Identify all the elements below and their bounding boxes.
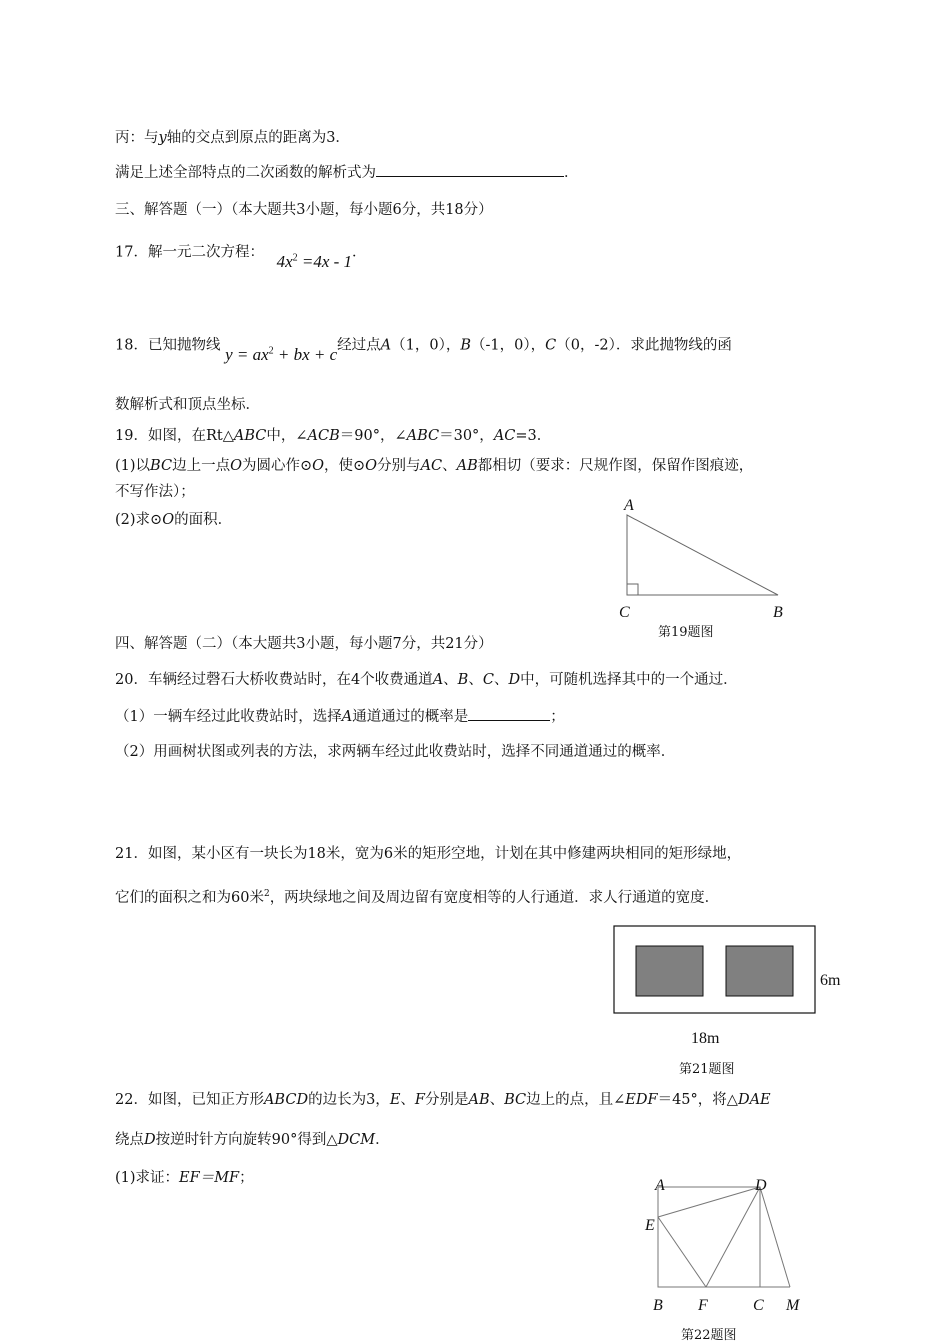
figure-22-caption: 第22题图 [681, 1328, 737, 1343]
vertex-A-label: A [624, 497, 634, 514]
question-18-cont: 数解析式和顶点坐标． [115, 397, 260, 413]
question-22-part-1: (1)求证：EF＝MF； [115, 1170, 254, 1186]
condition-bing: 丙：与y轴的交点到原点的距离为3． [115, 130, 350, 146]
width-label: 18m [691, 1030, 720, 1047]
equation-18: $y = ax^2$ + bx + c [225, 344, 338, 364]
vertex-F-label: F [698, 1297, 708, 1314]
question-20-part-2: （2）用画树状图或列表的方法，求两辆车经过此收费站时，选择不同通道通过的概率． [115, 744, 676, 760]
question-18: 18．已知抛物线 $y = ax^2$ + bx + c经过点A（1，0），B（-1，0），C（0，-2）．求此抛物线的函 [115, 337, 732, 364]
question-22: 22．如图，已知正方形ABCD的边长为3，E、F分别是AB、BC边上的点，且∠EDF＝45°，将△DAE [115, 1092, 771, 1108]
question-21-cont: 它们的面积之和为60米$^2$，两块绿地之间及周边留有宽度相等的人行通道．求人行通道的宽度． [115, 889, 720, 906]
equation-17: $4x^2 =4x - 1$ [276, 251, 353, 271]
question-21: 21．如图，某小区有一块长为18米，宽为6米的矩形空地，计划在其中修建两块相同的矩形绿地， [115, 846, 742, 862]
vertex-E-label: E [645, 1217, 655, 1234]
question-22-cont: 绕点D按逆时针方向旋转90°得到△DCM． [115, 1132, 390, 1148]
question-19: 19．如图，在Rt△ABC中，∠ACB＝90°，∠ABC＝30°，AC=3． [115, 428, 552, 444]
vertex-B-label: B [773, 604, 783, 621]
section-3-heading: 三、解答题（一）（本大题共3小题，每小题6分，共18分） [115, 202, 493, 218]
segment-FD [706, 1187, 760, 1287]
section-4-heading: 四、解答题（二）（本大题共3小题，每小题7分，共21分） [115, 636, 493, 652]
question-17: 17．解一元二次方程： $4x^2 =4x - 1$． [115, 244, 367, 271]
height-label: 6m [820, 972, 841, 989]
question-19-part-1-cont: 不写作法）； [115, 484, 195, 500]
segment-ED [658, 1187, 760, 1217]
segment-DM [760, 1187, 790, 1287]
question-19-part-1: (1)以BC边上一点O为圆心作⊙O，使⊙O分别与AC、AB都相切（要求：尺规作图，保留作图痕迹， [115, 458, 754, 474]
question-19-part-2: (2)求⊙O的面积． [115, 512, 233, 528]
question-20: 20．车辆经过磬石大桥收费站时，在4个收费通道A、B、C、D中，可随机选择其中的一个通过． [115, 672, 738, 688]
figure-19-caption: 第19题图 [658, 625, 714, 640]
figure-21-caption: 第21题图 [679, 1062, 735, 1077]
question-20-part-1: （1）一辆车经过此收费站时，选择A通道通过的概率是 ； [115, 706, 565, 727]
vertex-C-label: C [753, 1297, 764, 1314]
segment-EF [658, 1217, 706, 1287]
vertex-C-label: C [619, 604, 630, 621]
vertex-A-label: A [655, 1177, 665, 1194]
vertex-M-label: M [786, 1297, 800, 1314]
vertex-D-label: D [755, 1177, 767, 1194]
vertex-B-label: B [653, 1297, 663, 1314]
fill-in-question: 满足上述全部特点的二次函数的解析式为 ． [115, 162, 579, 183]
